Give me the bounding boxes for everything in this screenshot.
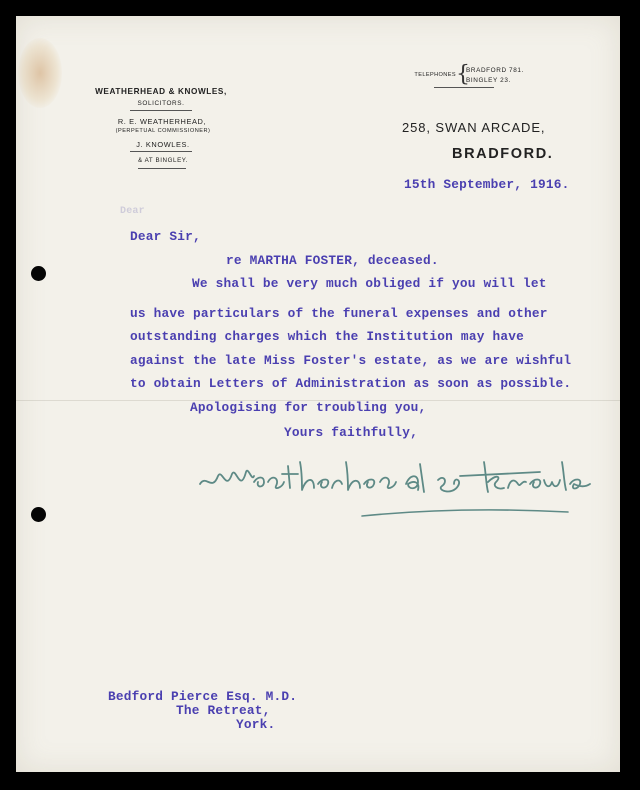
paper-stain	[18, 38, 62, 108]
handwritten-signature	[192, 452, 592, 532]
closing-line: Yours faithfully,	[284, 425, 418, 440]
telephones-label: TELEPHONES	[414, 72, 456, 78]
letter-date: 15th September, 1916.	[404, 177, 570, 192]
faint-mark: Dear	[120, 206, 145, 217]
recipient-address: The Retreat,	[176, 703, 271, 718]
brace-icon: {	[456, 62, 470, 87]
letterhead-rule	[130, 110, 192, 111]
body-line: against the late Miss Foster's estate, as we are wishful	[130, 353, 572, 368]
address-city: BRADFORD.	[452, 146, 554, 162]
punch-hole	[31, 507, 46, 522]
firm-name: WEATHERHEAD & KNOWLES,	[95, 87, 227, 96]
partner-weatherhead: R. E. WEATHERHEAD,	[117, 117, 207, 126]
letterhead-rule	[138, 168, 186, 169]
salutation: Dear Sir,	[130, 229, 201, 244]
branch-office: & AT BINGLEY.	[137, 157, 189, 164]
body-line: outstanding charges which the Institution may have	[130, 329, 524, 344]
recipient-city: York.	[236, 717, 276, 732]
reference-line: re MARTHA FOSTER, deceased.	[226, 253, 439, 268]
telephone-bingley: BINGLEY 23.	[466, 77, 511, 84]
partner-knowles: J. KNOWLES.	[136, 140, 190, 149]
punch-hole	[31, 266, 46, 281]
letterhead-rule	[130, 151, 192, 152]
body-line: us have particulars of the funeral expenses and other	[130, 306, 548, 321]
body-line: We shall be very much obliged if you will let	[192, 276, 547, 291]
recipient-name: Bedford Pierce Esq. M.D.	[108, 689, 298, 704]
address-street: 258, SWAN ARCADE,	[402, 120, 546, 135]
partner-title: (PERPETUAL COMMISSIONER)	[115, 128, 211, 134]
body-line: to obtain Letters of Administration as soon as possible.	[130, 376, 572, 391]
letter-sheet	[16, 16, 620, 772]
apology-line: Apologising for troubling you,	[190, 400, 427, 415]
telephone-bradford: BRADFORD 781.	[466, 67, 524, 74]
letterhead-rule	[434, 87, 494, 88]
firm-role: SOLICITORS.	[137, 100, 185, 107]
